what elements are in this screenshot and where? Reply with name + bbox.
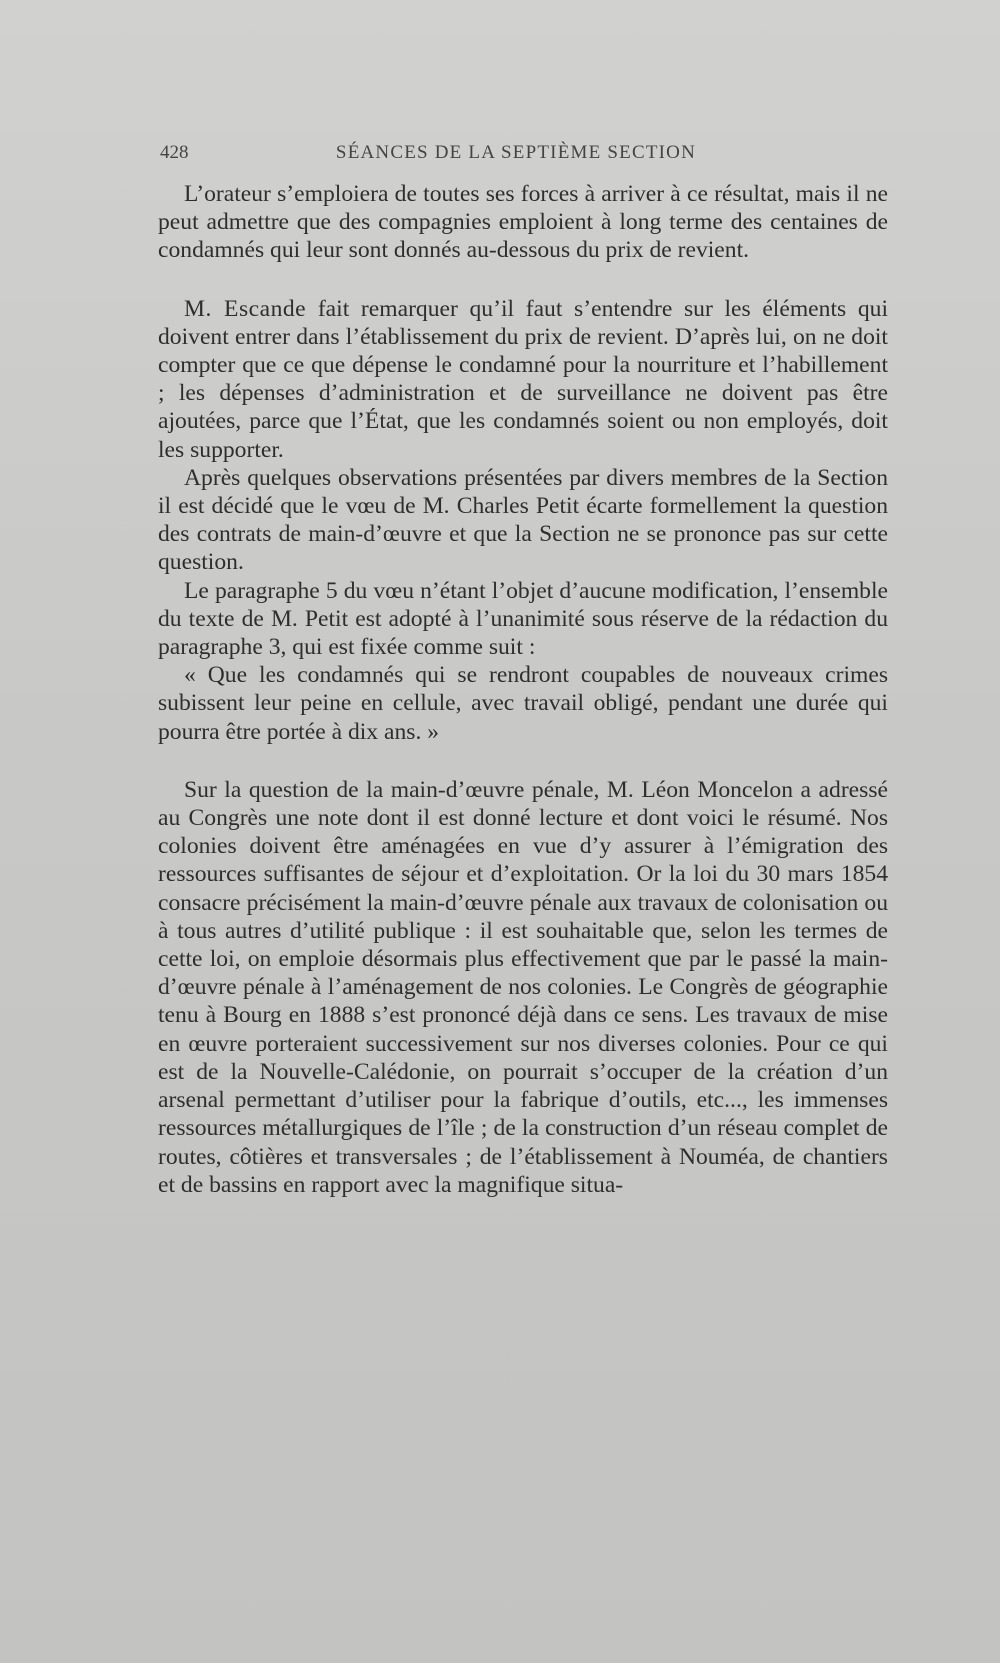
paragraph-moncelon: Sur la question de la main-d’œuvre pénale, M. Léon Moncelon a adressé au Congrès une note dont il est donné lecture et dont voici le résumé. Nos colonies doivent être aménagées en vue d’y assurer à l’émigration des ressources suffisantes de séjour et d’exploitation. Or la loi du 30 mars 1854 consacre précisément la main-d’œuvre pénale aux travaux de colonisation ou à tous autres d’utilité publique : il est souhaitable que, selon les termes de cette loi, on emploie désormais plus effectivement que par le passé la main-d’œuvre pénale à l’aménagement de nos colonies. Le Congrès de géographie tenu à Bourg en 1888 s’est prononcé déjà dans ce sens. Les travaux de mise en œuvre porteraient successivement sur nos diverses colonies. Pour ce qui est de la Nouvelle-Calédonie, on pourrait s’occuper de la création d’un arsenal permettant d’utiliser pour la fabrique d’outils, etc..., les immenses ressources métallurgiques de l’île ; de la construction d’un réseau complet de routes, côtières et transversales ; de l’établissement à Nouméa, de chantiers et de bassins en rapport avec la magnifique situa- xyxy=(158,776,888,1198)
body-text xyxy=(158,180,888,1199)
paragraph-paragraphe-5: Le paragraphe 5 du vœu n’étant l’objet d’aucune modification, l’ensemble du texte de M. Petit est adopté à l’unanimité sous réserve de la rédaction du paragraphe 3, qui est fixée comme suit : xyxy=(158,577,888,661)
speaker-name: Escande xyxy=(224,295,307,322)
running-title: SÉANCES DE LA SEPTIÈME SECTION xyxy=(335,142,696,163)
paragraph-escande xyxy=(158,295,888,464)
paragraph-spacer xyxy=(158,746,888,776)
page-number: 428 xyxy=(160,142,189,163)
paragraph-quoted-voeu: « Que les condamnés qui se rendront coupables de nouveaux crimes subissent leur peine en cellule, avec travail obligé, pendant une durée qui pourra être portée à dix ans. » xyxy=(158,662,888,745)
paragraph-orateur: L’orateur s’emploiera de toutes ses forces à arriver à ce résultat, mais il ne peut admettre que des compagnies emploient à long terme des centaines de condamnés qui leur sont donnés au-dessous du prix de revient. xyxy=(158,181,888,264)
paragraph-escande-text: fait remarquer qu’il faut s’entendre sur les éléments qui doivent entrer dans l’établissement du prix de revient. D’après lui, on ne doit compter que ce que dépense le condamné pour la nourriture et l’habillement ; les dépenses d’administration et de surveillance ne doivent pas être ajoutées, parce que l’État, que les condamnés soient ou non employés, doit les supporter. xyxy=(158,295,888,463)
speaker-prefix: M. xyxy=(184,295,225,322)
paragraph-spacer xyxy=(158,265,888,295)
page-header xyxy=(160,142,696,168)
paragraph-observations: Après quelques observations présentées par divers membres de la Section il est décidé que le vœu de M. Charles Petit écarte formellement la question des contrats de main-d’œuvre et que la Section ne se prononce pas sur cette question. xyxy=(158,464,888,576)
